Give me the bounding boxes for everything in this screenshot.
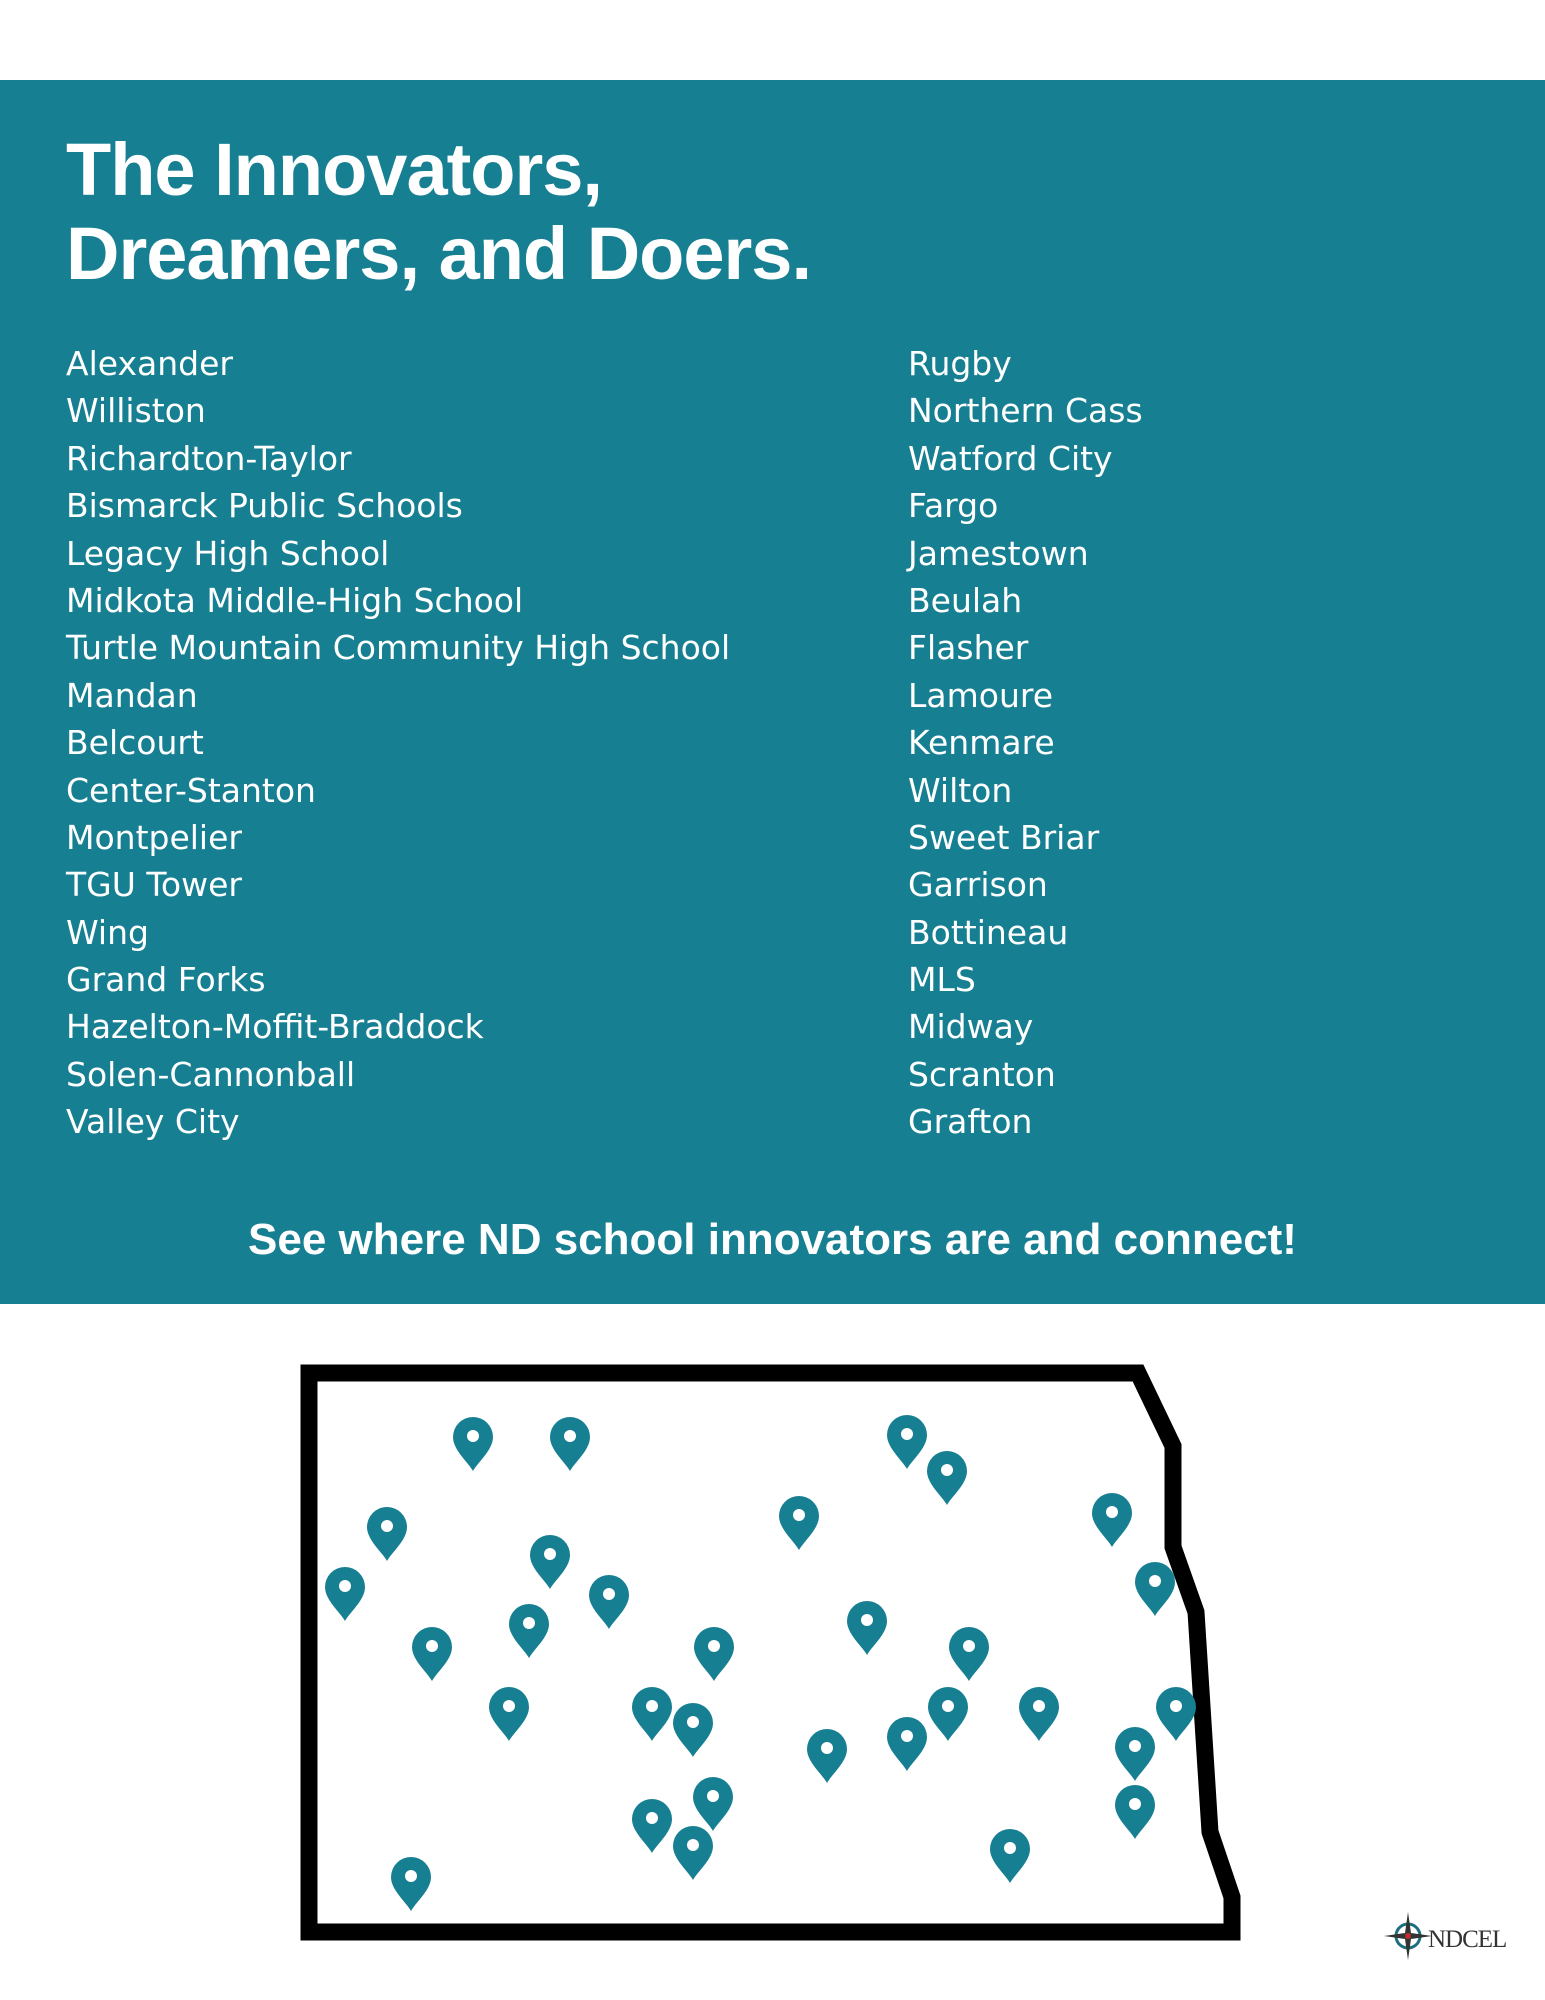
title-line-2: Dreamers, and Doers.	[66, 212, 812, 295]
map-pin-icon	[847, 1601, 887, 1655]
map-pin-icon	[632, 1799, 672, 1853]
map-pin-icon	[887, 1717, 927, 1771]
map-pin-icon	[1156, 1687, 1196, 1741]
school-name: Legacy High School	[66, 533, 390, 573]
school-name: TGU Tower	[66, 865, 242, 905]
school-name: Midkota Middle-High School	[66, 580, 524, 620]
school-name: Turtle Mountain Community High School	[66, 628, 731, 668]
map-pin-icon	[807, 1729, 847, 1783]
map-pin-icon	[1092, 1493, 1132, 1547]
map-pin-icon	[949, 1627, 989, 1681]
school-name: Bismarck Public Schools	[66, 486, 463, 526]
map-pin-icon	[694, 1627, 734, 1681]
map-pin-icon	[1115, 1785, 1155, 1839]
map-pin-icon	[412, 1627, 452, 1681]
school-name: Grafton	[908, 1102, 1033, 1142]
map-pin-icon	[509, 1604, 549, 1658]
school-name: Beulah	[908, 580, 1023, 620]
map-pin-icon	[693, 1777, 733, 1831]
map-pin-icon	[990, 1829, 1030, 1883]
map-pin-icon	[673, 1826, 713, 1880]
map-pin-icon	[927, 1451, 967, 1505]
school-name: Solen-Cannonball	[66, 1054, 356, 1094]
map-pin-icon	[391, 1857, 431, 1911]
school-name: Midway	[908, 1007, 1034, 1047]
school-name: Flasher	[908, 628, 1029, 668]
school-name: Fargo	[908, 486, 999, 526]
map-pin-icon	[673, 1703, 713, 1757]
school-name: Kenmare	[908, 723, 1055, 763]
school-name: Williston	[66, 391, 206, 431]
map-pin-icon	[887, 1415, 927, 1469]
school-name: Belcourt	[66, 723, 204, 763]
school-name: Montpelier	[66, 817, 242, 857]
school-name: Lamoure	[908, 675, 1054, 715]
school-name: Richardton-Taylor	[66, 438, 352, 478]
school-name: Rugby	[908, 344, 1012, 383]
school-name: MLS	[908, 960, 976, 1000]
school-name: Scranton	[908, 1054, 1056, 1094]
school-name: Jamestown	[908, 533, 1089, 573]
school-name: Grand Forks	[66, 960, 266, 1000]
school-name: Mandan	[66, 675, 198, 715]
school-name: Bottineau	[908, 912, 1069, 952]
school-name: Valley City	[66, 1102, 240, 1142]
school-name: Wing	[66, 912, 149, 952]
map-pin-icon	[550, 1417, 590, 1471]
school-name: Garrison	[908, 865, 1048, 905]
map-pin-icon	[453, 1417, 493, 1471]
school-name: Sweet Briar	[908, 817, 1100, 857]
map-pin-icon	[325, 1567, 365, 1621]
school-name: Hazelton-Moffit-Braddock	[66, 1007, 484, 1047]
map-pin-icon	[589, 1575, 629, 1629]
logo-text: NDCEL	[1428, 1926, 1507, 1953]
school-name: Wilton	[908, 770, 1013, 810]
map-pin-icon	[530, 1535, 570, 1589]
call-to-action: See where ND school innovators are and connect!	[248, 1215, 1297, 1264]
school-name: Center-Stanton	[66, 770, 316, 810]
map-pin-icon	[1135, 1562, 1175, 1616]
map-pin-icon	[779, 1496, 819, 1550]
ndcel-logo	[1380, 1908, 1530, 1964]
map-pin-icon	[1115, 1727, 1155, 1781]
map-markers	[325, 1415, 1196, 1911]
map-pin-icon	[489, 1687, 529, 1741]
map-pin-icon	[632, 1687, 672, 1741]
map-pin-icon	[367, 1507, 407, 1561]
school-name: Alexander	[66, 344, 233, 383]
school-name: Watford City	[908, 438, 1113, 478]
map-pin-icon	[1019, 1687, 1059, 1741]
map-pin-icon	[928, 1687, 968, 1741]
school-name: Northern Cass	[908, 391, 1143, 431]
title-line-1: The Innovators,	[66, 128, 602, 211]
